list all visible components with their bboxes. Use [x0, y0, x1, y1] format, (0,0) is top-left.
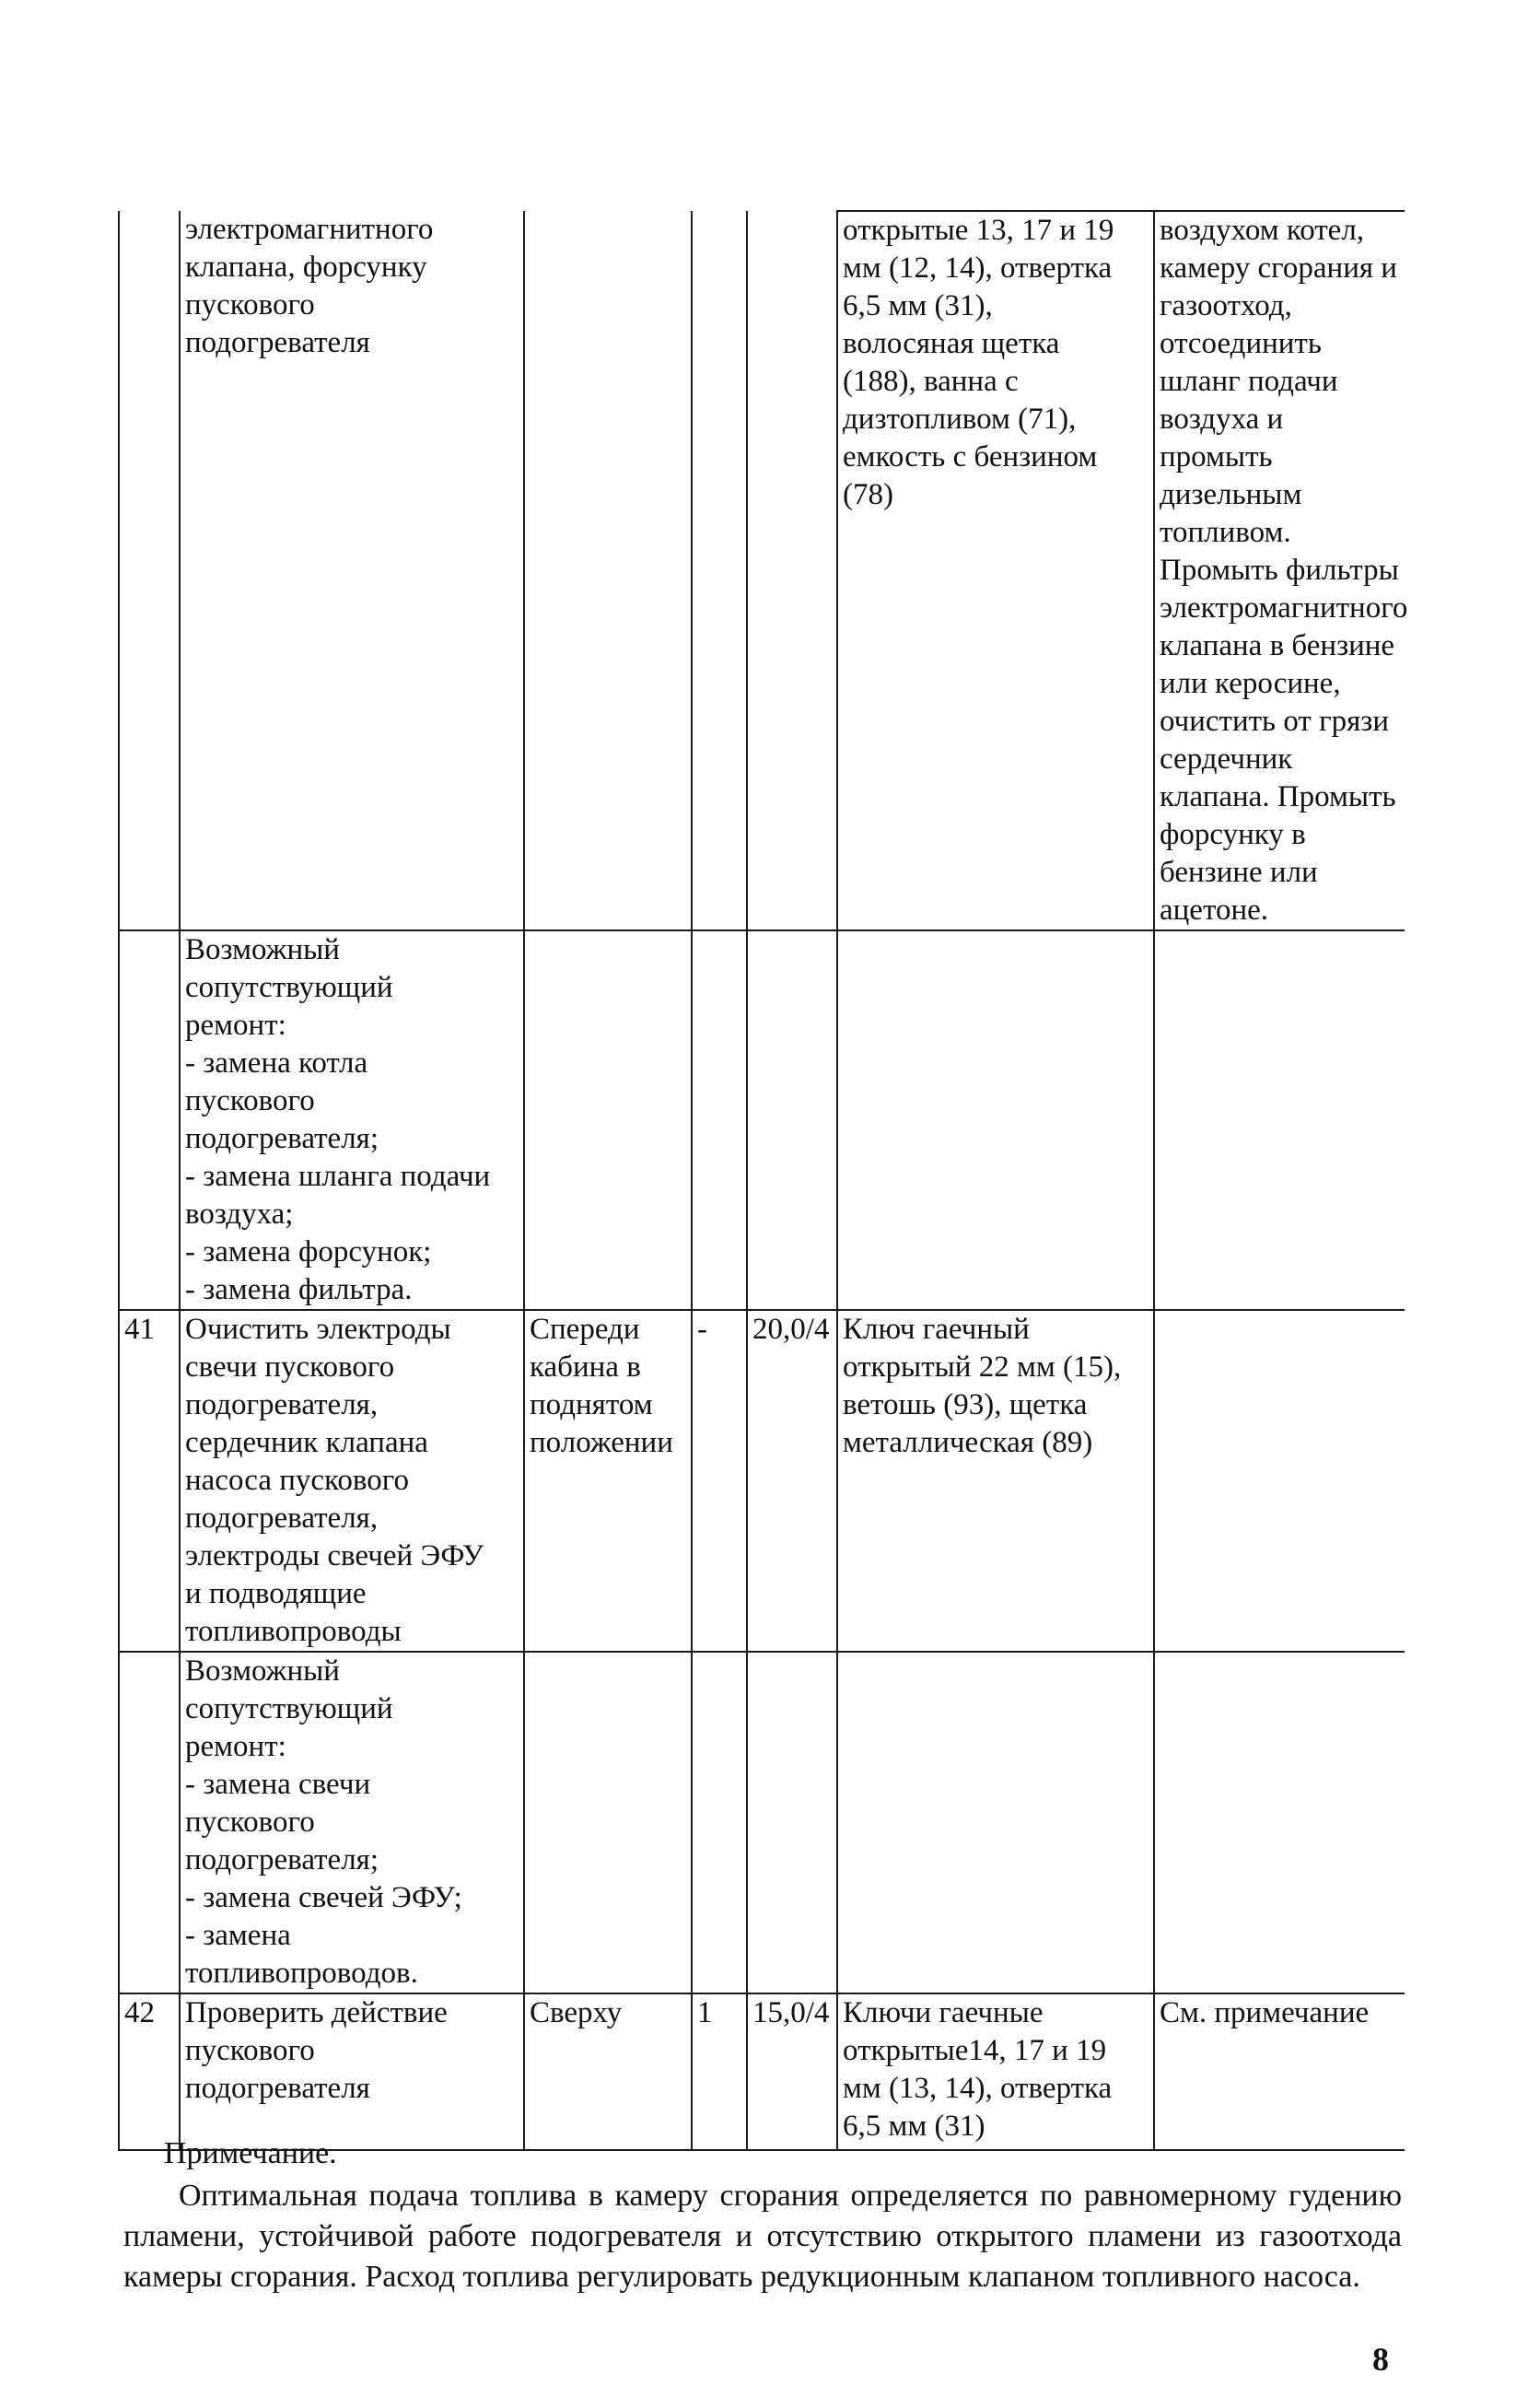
cell-requirements: См. примечание: [1154, 1993, 1405, 2150]
cell-num: 42: [119, 1993, 180, 2150]
cell-count: [692, 930, 747, 1310]
cell-operation: Очистить электроды свечи пускового подогревателя, сердечник клапана насоса пускового подогревателя, электроды свечей ЭФУ и подводящие топливопроводы: [180, 1310, 524, 1652]
cell-operation: Проверить действие пускового подогревателя: [180, 1993, 524, 2150]
cell-requirements: воздухом котел, камеру сгорания и газоотход, отсоединить шланг подачи воздуха и промыть дизельным топливом. Промыть фильтры электромагнитного клапана в бензине или керосине, очистить от грязи сердечник клапана. Промыть форсунку в бензине или ацетоне.: [1154, 211, 1405, 930]
table-row: [119, 1652, 1405, 1993]
table-row: [119, 211, 1405, 930]
cell-tools: открытые 13, 17 и 19 мм (12, 14), отвертка 6,5 мм (31), волосяная щетка (188), ванна с дизтопливом (71), емкость с бензином (78): [837, 211, 1154, 930]
cell-place: Сверху: [524, 1993, 692, 2150]
cell-labor: [747, 930, 837, 1310]
cell-operation: Возможный сопутствующий ремонт: - замена свечи пускового подогревателя; - замена свечей ЭФУ; - замена топливопроводов.: [180, 1652, 524, 1993]
cell-tools: Ключ гаечный открытый 22 мм (15), ветошь (93), щетка металлическая (89): [837, 1310, 1154, 1652]
cell-operation: Возможный сопутствующий ремонт: - замена котла пускового подогревателя; - замена шланга подачи воздуха; - замена форсунок; - замена фильтра.: [180, 930, 524, 1310]
note-text: Оптимальная подача топлива в камеру сгорания определяется по равномерному гудению пламени, устойчивой работе подогревателя и отсутствию открытого пламени из газоотхода камеры сгорания. Расход топлива регулировать редукционным клапаном топливного насоса.: [123, 2179, 1402, 2294]
cell-count: -: [692, 1310, 747, 1652]
cell-num: 41: [119, 1310, 180, 1652]
cell-requirements: [1154, 1310, 1405, 1652]
page-number: 8: [1372, 2341, 1389, 2378]
cell-labor: 15,0/4: [747, 1993, 837, 2150]
table-row: [119, 1310, 1405, 1652]
cell-tools: [837, 1652, 1154, 1993]
cell-num: [119, 1652, 180, 1993]
cell-labor: [747, 211, 837, 930]
cell-requirements: [1154, 930, 1405, 1310]
cell-place: [524, 1652, 692, 1993]
cell-labor: 20,0/4: [747, 1310, 837, 1652]
cell-requirements: [1154, 1652, 1405, 1993]
cell-place: Спереди кабина в поднятом положении: [524, 1310, 692, 1652]
cell-count: [692, 211, 747, 930]
cell-num: [119, 930, 180, 1310]
cell-labor: [747, 1652, 837, 1993]
cell-place: [524, 930, 692, 1310]
cell-tools: Ключи гаечные открытые14, 17 и 19 мм (13, 14), отвертка 6,5 мм (31): [837, 1993, 1154, 2150]
maintenance-table: [118, 210, 1408, 2151]
cell-count: [692, 1652, 747, 1993]
cell-operation: электромагнитного клапана, форсунку пускового подогревателя: [180, 211, 524, 930]
table-row: [119, 1993, 1405, 2150]
cell-count: 1: [692, 1993, 747, 2150]
note-title: Примечание.: [164, 2136, 337, 2170]
cell-place: [524, 211, 692, 930]
table-row: [119, 930, 1405, 1310]
cell-num: [119, 211, 180, 930]
cell-tools: [837, 930, 1154, 1310]
